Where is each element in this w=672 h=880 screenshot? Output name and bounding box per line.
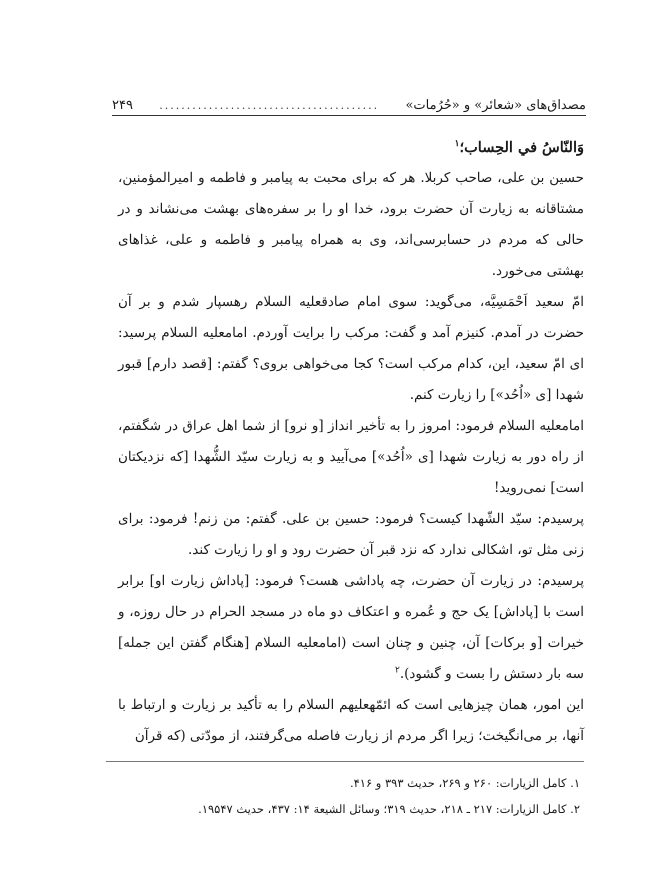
paragraph-2: امّ سعید اَحْمَسِیَّه، می‌گوید: سوی امام صادقعليه السلام رهسپار شدم و بر آن حضرت در آمدم. کنیزم آمد و گفت: مرکب را برایت آوردم. امامعليه السلام پرسید: ای امّ سعید، این، کدام مرکب است؟ کجا می‌خواهی بروی؟ گفتم: [قصد دارم] قبور شهدا [ی «اُحُد»] را زیارت کنم.	[118, 294, 584, 403]
paragraph-3: امامعليه السلام فرمود: امروز را به تأخیر انداز [و نرو] از شما اهل عراق در شگفتم، از راه دور به زیارت شهدا [ی «اُحُد»] می‌آیید و به زیارت سیّد الشُّهدا [که نزدیکتان است] نمی‌روید!	[118, 418, 584, 496]
running-title: مصداق‌های «شعائر» و «حُرُمات»	[405, 98, 586, 113]
paragraph-6: این امور، همان چیزهایی است که ائمّهعليهم السلام را به تأکید بر زیارت و ارتباط با آنها، بر می‌انگیخت؛ زیرا اگر مردم از زیارت فاصله می‌گرفتند، از مودّتی (که قرآن	[118, 697, 584, 744]
footnote-divider	[106, 761, 584, 762]
paragraph-5	[118, 566, 584, 690]
footnote-marker-2: ۲	[395, 665, 400, 676]
footnotes	[120, 770, 580, 822]
verse-line	[118, 133, 584, 163]
footnote-1: ۱. کامل الزیارات: ۲۶۰ و ۲۶۹، حدیث ۳۹۳ و ۴۱۶.	[349, 776, 580, 790]
page-number: ۲۴۹	[112, 98, 133, 113]
leader-dots: ........................................	[159, 99, 380, 112]
main-text	[118, 133, 584, 752]
verse-text: وَالنّاسُ في الحِساب؛	[459, 139, 584, 156]
paragraph-5-text: پرسیدم: در زیارت آن حضرت، چه پاداشی هست؟ فرمود: [پاداش زیارت او] برابر است با [پاداش] یک حج و عُمره و اعتکاف دو ماه در مسجد الحرام در حال روزه، و خیرات [و برکات] آن، چنین و چنان است (امامعليه السلام [هنگام گفتن این جمله] سه بار دستش را بست و گشود).	[118, 573, 584, 682]
running-header	[112, 93, 586, 116]
footnote-2: ۲. کامل الزیارات: ۲۱۷ ـ ۲۱۸، حدیث ۳۱۹؛ وسائل الشیعة ۱۴: ۴۳۷، حدیث ۱۹۵۴۷.	[198, 802, 580, 816]
paragraph-1: حسین بن علی، صاحب کربلا. هر که برای محبت به پیامبر و فاطمه و امیرالمؤمنین، مشتاقانه به زیارت آن حضرت برود، خدا او را بر سفره‌های بهشت می‌نشاند و در حالی که مردم در حسابرسی‌اند، وی به همراه پیامبر و فاطمه و علی، غذاهای بهشتی می‌خورد.	[118, 170, 584, 279]
paragraph-4: پرسیدم: سیّد الشّهدا کیست؟ فرمود: حسین بن علی. گفتم: من زنم! فرمود: برای زنی مثل تو، اشکالی ندارد که نزد قبر آن حضرت رود و او را زیارت کند.	[118, 511, 584, 558]
footnote-marker-1: ۱	[454, 139, 460, 150]
